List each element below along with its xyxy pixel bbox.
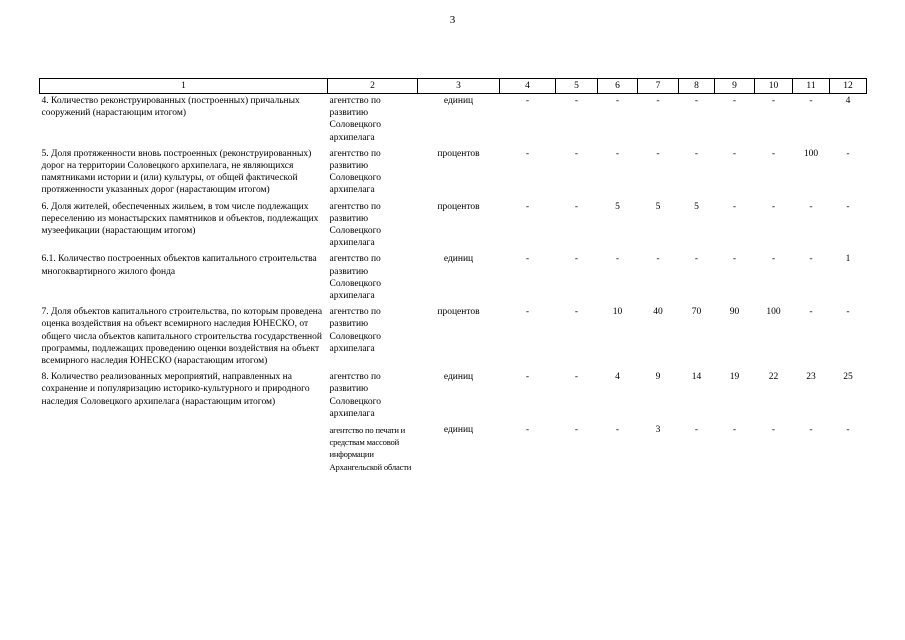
value-cell: - — [809, 307, 813, 318]
value-cell: - — [846, 148, 850, 159]
executor: агентство по развитию Соловецкого архипелага — [329, 148, 381, 196]
indicator-name: 6. Доля жителей, обеспеченных жильем, в том числе подлежащих переселению из монастырских памятников и объектов, подлежащих музеефикации (нарастающим итогом) — [41, 201, 319, 237]
indicator-name: 7. Доля объектов капитального строительства, по которым проведена оценка воздействия на объект всемирного наследия ЮНЕСКО, от общего числа объектов капитального строительства государственной программы, подлежащих проведению оценки воздействия на объект всемирного наследия ЮНЕСКО (нарастающим итогом) — [41, 307, 323, 367]
value-cell: 4 — [615, 372, 620, 383]
value-cell: - — [694, 148, 699, 159]
unit: процентов — [437, 148, 480, 159]
value-cell: - — [656, 148, 660, 159]
value-cell: - — [846, 307, 850, 318]
value-cell: - — [574, 307, 579, 318]
value-cell: - — [525, 96, 530, 106]
page-number: 3 — [449, 14, 456, 26]
table-row — [40, 423, 867, 476]
value-cell: - — [574, 148, 579, 159]
value-cell: - — [771, 96, 776, 106]
header-cell: 2 — [328, 79, 418, 94]
header-cell: 11 — [793, 79, 830, 94]
value-cell: - — [615, 96, 620, 106]
value-cell: - — [574, 201, 579, 212]
value-cell: 9 — [655, 372, 661, 383]
value-cell: 100 — [803, 148, 819, 159]
header-cell: 4 — [500, 79, 556, 94]
value-cell: 70 — [691, 307, 702, 318]
value-cell: - — [809, 254, 813, 265]
value-cell: 25 — [843, 372, 853, 383]
value-cell: - — [525, 148, 530, 159]
value-cell: - — [732, 201, 737, 212]
header-cell: 1 — [40, 79, 328, 94]
indicator-name — [40, 423, 328, 476]
header-cell: 10 — [755, 79, 793, 94]
value-cell: - — [732, 148, 737, 159]
value-cell: - — [809, 425, 813, 436]
value-cell: - — [574, 425, 579, 436]
value-cell: 40 — [653, 307, 663, 318]
value-cell: - — [771, 425, 776, 436]
value-cell: - — [656, 254, 660, 265]
value-cell: - — [574, 254, 579, 265]
value-cell: - — [574, 372, 579, 383]
executor: агентство по развитию Соловецкого архипелага — [329, 307, 381, 354]
table-row — [40, 252, 867, 305]
value-cell: 10 — [612, 307, 623, 318]
header-cell: 9 — [715, 79, 755, 94]
value-cell: 14 — [691, 372, 702, 383]
header-cell: 12 — [830, 79, 867, 94]
value-cell: 100 — [766, 307, 781, 318]
unit: процентов — [437, 307, 480, 318]
value-cell: 23 — [806, 372, 816, 383]
value-cell: 5 — [615, 201, 620, 212]
value-cell: - — [694, 254, 699, 265]
value-cell: 5 — [655, 201, 661, 212]
value-cell: - — [525, 254, 530, 265]
value-cell: - — [694, 425, 699, 436]
indicator-name: 8. Количество реализованных мероприятий, направленных на сохранение и популяризацию историко-культурного и природного наследия Соловецкого архипелага (нарастающим итогом) — [41, 372, 310, 407]
table-row — [40, 94, 867, 147]
table-header — [40, 79, 867, 94]
indicator-name: 5. Доля протяженности вновь построенных (реконструированных) дорог на территории Соловецкого архипелага, не являющихся памятниками истории и (или) культуры, от общей фактической протяженности указанных дорог (нарастающим итогом) — [41, 148, 312, 196]
header-cell: 7 — [638, 79, 679, 94]
table-row — [40, 370, 867, 423]
value-cell: - — [809, 96, 813, 106]
header-cell: 5 — [556, 79, 598, 94]
executor: агентство по развитию Соловецкого архипелага — [329, 254, 381, 302]
unit: единиц — [443, 254, 474, 265]
value-cell: - — [574, 96, 579, 106]
table-body — [40, 94, 867, 476]
unit: единиц — [443, 425, 474, 436]
indicator-name: 4. Количество реконструированных (построенных) причальных сооружений (нарастающим итогом) — [41, 96, 300, 119]
value-cell: - — [615, 254, 620, 265]
value-cell: 3 — [655, 425, 661, 436]
table-row — [40, 200, 867, 253]
value-cell: - — [656, 96, 660, 106]
value-cell: - — [615, 148, 620, 159]
executor: агентство по развитию Соловецкого архипелага — [329, 96, 381, 143]
header-cell: 6 — [598, 79, 638, 94]
header-cell: 8 — [679, 79, 715, 94]
unit: процентов — [437, 201, 480, 212]
executor: агентство по развитию Соловецкого архипелага — [329, 201, 381, 249]
executor: агентство по печати и средствам массовой информации Архангельской области — [329, 425, 412, 472]
value-cell: - — [525, 307, 530, 318]
value-cell: 4 — [845, 96, 851, 106]
table-row — [40, 305, 867, 370]
value-cell: - — [525, 425, 530, 436]
indicators-table — [39, 78, 867, 476]
value-cell: - — [525, 201, 530, 212]
value-cell: 1 — [845, 254, 851, 265]
value-cell: 90 — [729, 307, 740, 318]
value-cell: - — [846, 201, 850, 212]
value-cell: - — [846, 425, 850, 436]
value-cell: - — [771, 254, 776, 265]
header-row — [40, 79, 867, 94]
value-cell: - — [732, 96, 737, 106]
header-cell: 3 — [418, 79, 500, 94]
value-cell: - — [771, 201, 776, 212]
value-cell: - — [615, 425, 620, 436]
value-cell: 5 — [694, 201, 699, 212]
unit: единиц — [443, 96, 474, 106]
value-cell: - — [694, 96, 699, 106]
value-cell: - — [771, 148, 776, 159]
value-cell: - — [809, 201, 813, 212]
indicator-name: 6.1. Количество построенных объектов капитального строительства многоквартирного жилого фонда — [41, 254, 317, 277]
value-cell: 22 — [768, 372, 779, 383]
value-cell: - — [525, 372, 530, 383]
executor: агентство по развитию Соловецкого архипелага — [329, 372, 381, 419]
value-cell: - — [732, 425, 737, 436]
unit: единиц — [443, 372, 474, 383]
table-row — [40, 147, 867, 200]
value-cell: 19 — [729, 372, 740, 383]
value-cell: - — [732, 254, 737, 265]
